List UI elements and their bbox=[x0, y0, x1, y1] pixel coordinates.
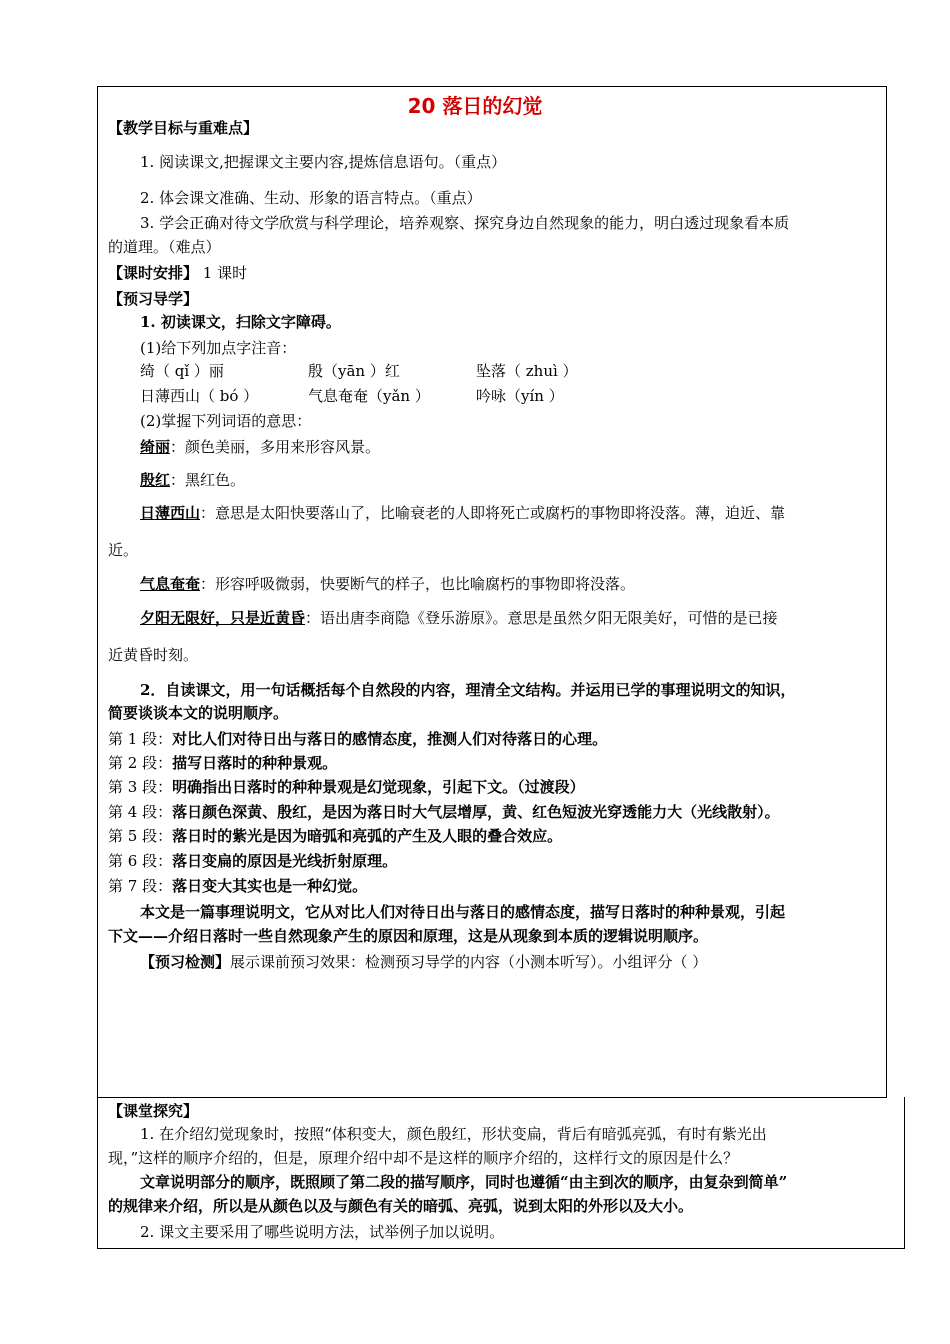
vocab-item bbox=[140, 437, 380, 457]
paragraph-label: 第 6 段： bbox=[108, 852, 173, 870]
vocab-item bbox=[140, 574, 635, 594]
preview-check bbox=[140, 952, 707, 972]
preview-heading: 【预习导学】 bbox=[108, 290, 199, 308]
vocab-term: 绮丽 bbox=[140, 438, 171, 456]
paragraph-label: 第 5 段： bbox=[108, 827, 173, 845]
paragraph-label: 第 1 段： bbox=[108, 730, 173, 748]
vocab-definition: ：黑红色。 bbox=[170, 471, 246, 489]
paragraph-text: 落日颜色深黄、殷红，是因为落日时大气层增厚，黄、红色短波光穿透能力大（光线散射）。 bbox=[172, 803, 780, 821]
paragraph-text: 落日时的紫光是因为暗弧和亮弧的产生及人眼的叠合效应。 bbox=[172, 827, 563, 845]
vocab-instruction: (2)掌握下列词语的意思： bbox=[140, 412, 312, 430]
goals-heading: 【教学目标与重难点】 bbox=[108, 119, 259, 137]
vocab-term: 气息奄奄 bbox=[140, 575, 201, 593]
vocab-definition: ：语出唐李商隐《登乐游原》。意思是虽然夕阳无限美好，可惜的是已接 bbox=[305, 609, 778, 627]
vocab-term: 日薄西山 bbox=[140, 504, 201, 522]
schedule-row bbox=[108, 263, 247, 283]
pinyin-item: 吟咏（yín ） bbox=[476, 387, 564, 405]
explore-heading: 【课堂探究】 bbox=[108, 1102, 199, 1120]
vocab-continuation: 近黄昏时刻。 bbox=[108, 646, 199, 664]
preview-check-heading: 【预习检测】 bbox=[140, 953, 231, 971]
goal-item: 的道理。（难点） bbox=[108, 238, 221, 256]
paragraph-text: 明确指出日落时的种种景观是幻觉现象，引起下文。（过渡段） bbox=[172, 778, 585, 796]
explore-answer: 文章说明部分的顺序，既照顾了第二段的描写顺序，同时也遵循“由主到次的顺序，由复杂到简单” bbox=[140, 1173, 788, 1191]
task1-heading: 1. 初读课文，扫除文字障碍。 bbox=[140, 313, 341, 331]
goal-item: 2. 体会课文准确、生动、形象的语言特点。（重点） bbox=[140, 189, 482, 207]
paragraph-summary bbox=[108, 851, 397, 871]
paragraph-text: 落日变大其实也是一种幻觉。 bbox=[172, 877, 368, 895]
vocab-item bbox=[140, 503, 785, 523]
paragraph-text: 对比人们对待日出与落日的感情态度，推测人们对待落日的心理。 bbox=[172, 730, 608, 748]
vocab-definition: ：意思是太阳快要落山了，比喻衰老的人即将死亡或腐朽的事物即将没落。薄，迫近、靠 bbox=[200, 504, 786, 522]
task2-heading-cont: 简要谈谈本文的说明顺序。 bbox=[108, 704, 289, 722]
explore-question: 2. 课文主要采用了哪些说明方法，试举例子加以说明。 bbox=[140, 1223, 505, 1241]
pinyin-item: 气息奄奄（yǎn ） bbox=[308, 387, 430, 405]
explore-question-cont: 现，”这样的顺序介绍的，但是，原理介绍中却不是这样的顺序介绍的，这样行文的原因是什么？ bbox=[108, 1149, 739, 1167]
paragraph-text: 描写日落时的种种景观。 bbox=[172, 754, 338, 772]
paragraph-summary bbox=[108, 826, 562, 846]
schedule-heading: 【课时安排】 bbox=[108, 264, 199, 282]
pinyin-instruction: (1)给下列加点字注音： bbox=[140, 339, 297, 357]
paragraph-label: 第 3 段： bbox=[108, 778, 173, 796]
explore-answer-cont: 的规律来介绍，所以是从颜色以及与颜色有关的暗弧、亮弧，说到太阳的外形以及大小。 bbox=[108, 1197, 694, 1215]
explore-question: 1. 在介绍幻觉现象时，按照“体积变大，颜色殷红，形状变扁，背后有暗弧亮弧，有时有紫光出 bbox=[140, 1125, 767, 1143]
schedule-value: 1 课时 bbox=[202, 264, 248, 282]
preview-check-text: 展示课前预习效果：检测预习导学的内容（小测本听写）。小组评分（ ） bbox=[230, 953, 708, 971]
goal-item: 1. 阅读课文,把握课文主要内容,提炼信息语句。（重点） bbox=[140, 153, 507, 171]
paragraph-summary bbox=[108, 777, 585, 797]
paragraph-label: 第 4 段： bbox=[108, 803, 173, 821]
goal-item: 3. 学会正确对待文学欣赏与科学理论，培养观察、探究身边自然现象的能力，明白透过现象看本质 bbox=[140, 214, 790, 232]
vocab-definition: ：颜色美丽，多用来形容风景。 bbox=[170, 438, 381, 456]
structure-summary: 本文是一篇事理说明文，它从对比人们对待日出与落日的感情态度，描写日落时的种种景观，引起 bbox=[140, 903, 786, 921]
task2-heading: 2．自读课文，用一句话概括每个自然段的内容，理清全文结构。并运用已学的事理说明文的知识， bbox=[140, 681, 796, 699]
paragraph-summary bbox=[108, 876, 367, 896]
pinyin-item: 绮（ qǐ ）丽 bbox=[140, 362, 224, 380]
vocab-term: 殷红 bbox=[140, 471, 171, 489]
paragraph-label: 第 7 段： bbox=[108, 877, 173, 895]
paragraph-summary bbox=[108, 753, 337, 773]
pinyin-item: 殷（yān ）红 bbox=[308, 362, 400, 380]
paragraph-summary bbox=[108, 802, 780, 822]
paragraph-summary bbox=[108, 729, 607, 749]
vocab-term: 夕阳无限好，只是近黄昏 bbox=[140, 609, 306, 627]
vocab-definition: ：形容呼吸微弱，快要断气的样子，也比喻腐朽的事物即将没落。 bbox=[200, 575, 636, 593]
pinyin-item: 坠落（ zhuì ） bbox=[476, 362, 578, 380]
pinyin-item: 日薄西山（ bó ） bbox=[140, 387, 259, 405]
page-title: 20 落日的幻觉 bbox=[407, 94, 543, 118]
structure-summary-cont: 下文——介绍日落时一些自然现象产生的原因和原理，这是从现象到本质的逻辑说明顺序。 bbox=[108, 927, 709, 945]
vocab-item bbox=[140, 608, 778, 628]
vocab-continuation: 近。 bbox=[108, 541, 139, 559]
paragraph-text: 落日变扁的原因是光线折射原理。 bbox=[172, 852, 398, 870]
paragraph-label: 第 2 段： bbox=[108, 754, 173, 772]
vocab-item bbox=[140, 470, 245, 490]
